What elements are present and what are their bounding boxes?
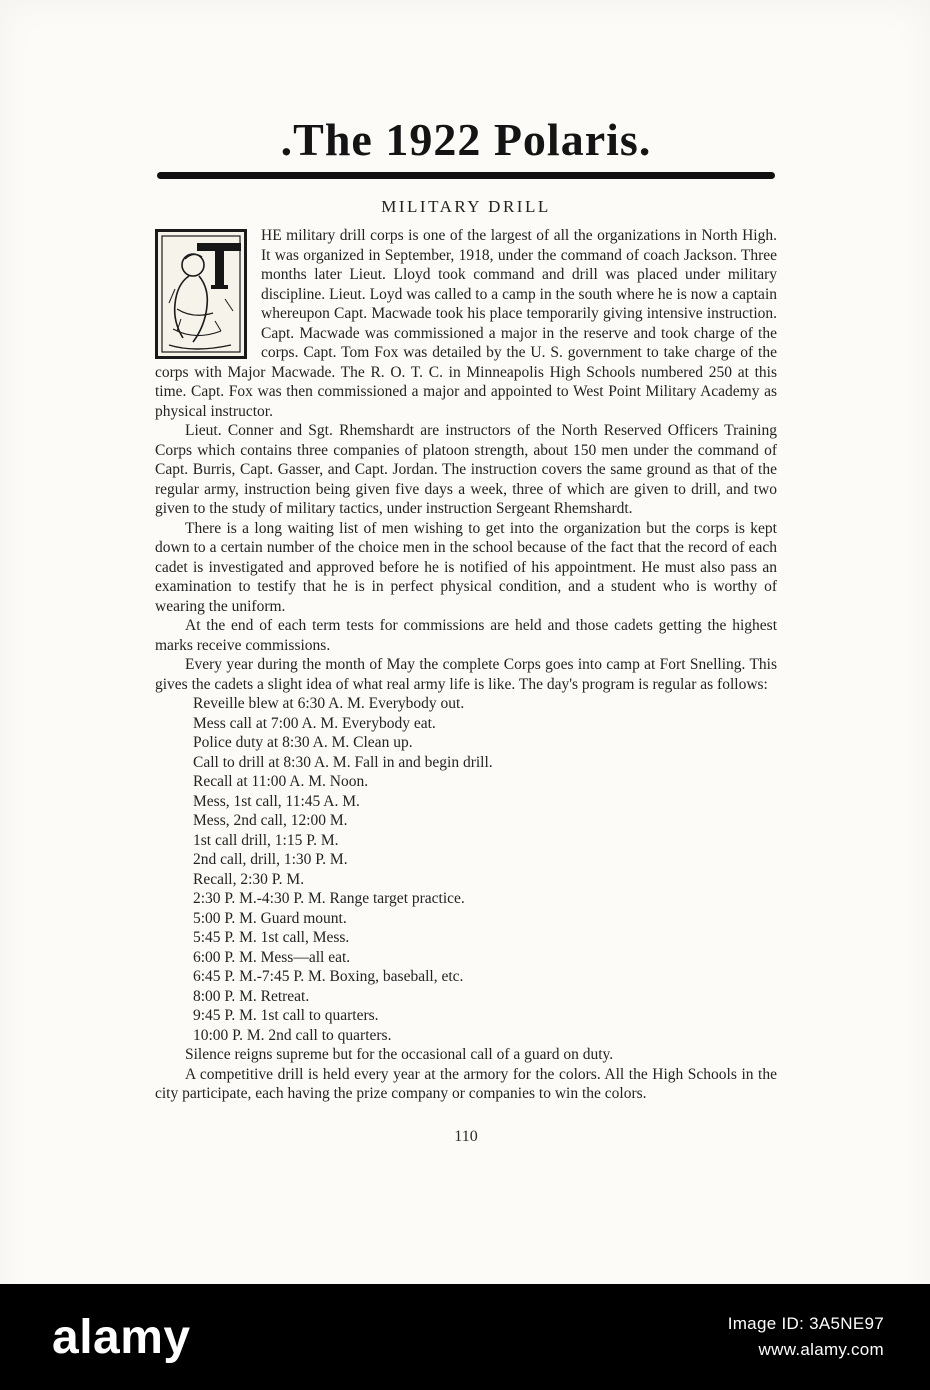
dropcap-illustration [155,229,247,359]
watermark-url: www.alamy.com [758,1340,884,1359]
schedule-line: 9:45 P. M. 1st call to quarters. [193,1007,379,1025]
watermark-bar [0,1284,930,1390]
paragraph-1 [155,226,777,421]
schedule-line: Police duty at 8:30 A. M. Clean up. [193,734,413,752]
schedule-line: 5:45 P. M. 1st call, Mess. [193,929,350,947]
paragraph-4: At the end of each term tests for commissions are held and those cadets getting the highest marks receive commissions. [155,617,777,654]
schedule-line: 2nd call, drill, 1:30 P. M. [193,851,348,869]
page-content [155,116,777,1146]
schedule-line: Reveille blew at 6:30 A. M. Everybody out. [193,695,465,713]
paragraph-3: There is a long waiting list of men wishing to get into the organization but the corps is kept down to a certain number of the choice men in the school because of the fact that the record of each cadet is investigated and approved before he is notified of his appointment. He must also pass an examination to testify that he is in perfect physical condition, and a student who is worthy of wearing the uniform. [155,519,777,615]
paragraph-2: Lieut. Conner and Sgt. Rhemshardt are instructors of the North Reserved Officers Training Corps which contains three companies of platoon strength, about 150 men under the command of Capt. Burris, Capt. Gasser, and Capt. Jordan. The instruction covers the same ground as that of the regular army, instruction being given five days a week, three of which are given to drill, and two given to the study of military tactics, under instruction Sergeant Rhemshardt. [155,422,777,518]
schedule-line: Recall, 2:30 P. M. [193,870,305,888]
alamy-logo: alamy [52,1310,191,1364]
schedule-line: Mess, 2nd call, 12:00 M. [193,812,348,830]
dropcap-letter-t-engraving [155,229,247,359]
paragraph-6: Silence reigns supreme but for the occasional call of a guard on duty. [185,1046,614,1064]
watermark-info [728,1311,884,1364]
paragraph-5: Every year during the month of May the complete Corps goes into camp at Fort Snelling. This gives the cadets a slight idea of what real army life is like. The day's program is regular as follows: [155,656,777,693]
paragraph-7: A competitive drill is held every year at the armory for the colors. All the High Schools in the city participate, each having the prize company or companies to win the colors. [155,1065,777,1103]
schedule-line: 6:00 P. M. Mess—all eat. [193,948,351,966]
page-number: 110 [454,1127,478,1145]
title-rule [157,172,775,179]
camp-day-schedule [193,694,777,1045]
schedule-line: Call to drill at 8:30 A. M. Fall in and begin drill. [193,753,493,771]
schedule-line: Recall at 11:00 A. M. Noon. [193,773,369,791]
schedule-line: 8:00 P. M. Retreat. [193,987,310,1005]
schedule-line: 2:30 P. M.-4:30 P. M. Range target practice. [193,890,465,908]
schedule-line: 10:00 P. M. 2nd call to quarters. [193,1026,392,1044]
page-title: .The 1922 Polaris. [280,114,652,165]
schedule-line: Mess, 1st call, 11:45 A. M. [193,792,360,810]
schedule-line: Mess call at 7:00 A. M. Everybody eat. [193,714,436,732]
paragraph-1-text: HE military drill corps is one of the largest of all the organizations in North High. It was organized in September, 1918, under the command of coach Jackson. Three months later Lieut. Lloyd took command and drill was placed under military discipline. Lieut. Loyd was called to a camp in the south where he is now a captain whereupon Capt. Macwade took his place temporarily giving intensive instruction. Capt. Macwade was commissioned a major in the reserve and took charge of the corps. Capt. Tom Fox was detailed by the U. S. government to take charge of the corps with Major Macwade. The R. O. T. C. in Minneapolis High Schools numbered 250 at this time. Capt. Fox was then commissioned a major and appointed to West Point Military Academy as physical instructor. [155,227,777,420]
image-id: Image ID: 3A5NE97 [727,1313,884,1333]
section-heading: MILITARY DRILL [381,197,551,217]
schedule-line: 6:45 P. M.-7:45 P. M. Boxing, baseball, etc. [193,968,464,986]
schedule-line: 1st call drill, 1:15 P. M. [193,831,339,849]
schedule-line: 5:00 P. M. Guard mount. [193,909,347,927]
